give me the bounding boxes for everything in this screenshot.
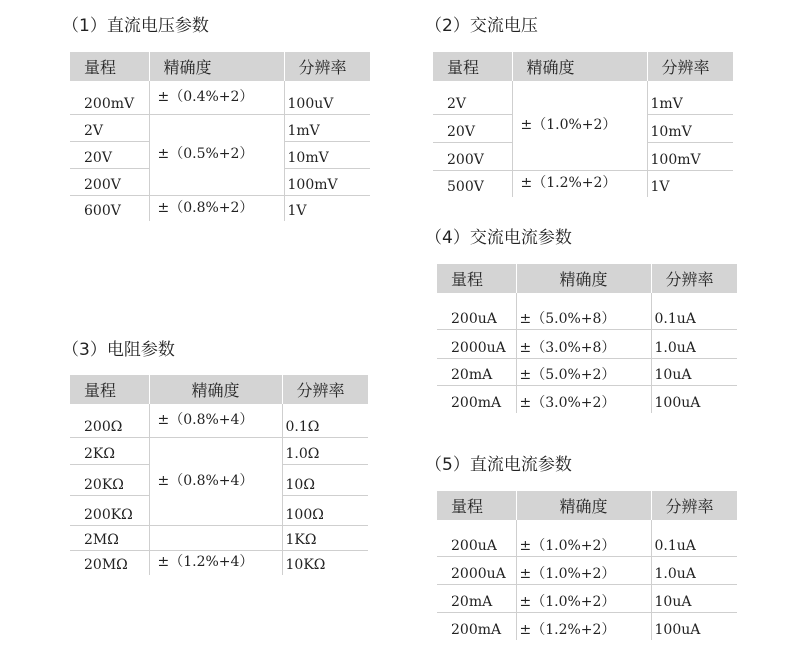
header-resolution: 分辨率 [284, 52, 370, 81]
table-row [437, 329, 737, 358]
header-accuracy: 精确度 [149, 52, 284, 81]
range-cell: 2KΩ [70, 437, 149, 464]
header-resolution: 分辨率 [282, 375, 368, 404]
ac-voltage-title: （2）交流电压 [425, 16, 538, 36]
resolution-cell: 10uA [651, 358, 737, 385]
range-cell: 2V [433, 81, 512, 114]
ac-current-title: （4）交流电流参数 [425, 228, 572, 248]
resolution-cell: 10Ω [282, 464, 368, 495]
accuracy-cell: ±（1.2%+2） [516, 612, 651, 640]
dc-voltage-title: （1）直流电压参数 [62, 16, 209, 36]
range-cell: 200mA [451, 395, 502, 411]
resolution-cell: 100uA [651, 385, 737, 413]
resolution-cell: 1V [647, 170, 733, 197]
accuracy-cell: ±（1.0%+2） [512, 81, 647, 170]
range-cell: 200mV [70, 81, 149, 114]
range-cell: 200V [70, 168, 149, 195]
resistance-table [70, 375, 368, 575]
accuracy-cell: ±（1.0%+2） [516, 556, 651, 584]
header-range: 量程 [70, 375, 149, 404]
resolution-cell: 1.0uA [651, 329, 737, 358]
header-range: 量程 [437, 491, 516, 520]
table-row [437, 556, 737, 584]
table-row [70, 114, 370, 141]
table-row [70, 437, 368, 464]
ac-voltage-table [433, 52, 733, 197]
resolution-cell: 100mV [284, 168, 370, 195]
table-header-row [437, 264, 737, 293]
resolution-cell: 10mV [647, 114, 733, 142]
range-cell: 20V [70, 141, 149, 168]
table-row [437, 520, 737, 556]
resistance-title: （3）电阻参数 [62, 340, 175, 360]
header-accuracy: 精确度 [516, 264, 651, 293]
range-cell: 20KΩ [70, 464, 149, 495]
dc-current-table [437, 491, 737, 640]
header-resolution: 分辨率 [647, 52, 733, 81]
range-cell: 200mA [451, 622, 502, 638]
range-cell: 200uA [437, 293, 516, 329]
accuracy-cell: ±（0.8%+2） [149, 195, 284, 221]
resolution-cell: 0.1uA [651, 293, 737, 329]
range-cell: 2000uA [437, 556, 516, 584]
table-row [437, 385, 737, 413]
header-range: 量程 [433, 52, 512, 81]
range-cell: 200Ω [70, 404, 149, 437]
accuracy-cell: ±（0.8%+4） [149, 437, 282, 525]
range-cell: 20mA [437, 358, 516, 385]
table-header-row [70, 375, 368, 404]
resolution-cell: 100uV [284, 81, 370, 114]
header-accuracy: 精确度 [512, 52, 647, 81]
accuracy-cell: ±（5.0%+2） [516, 358, 651, 385]
header-resolution: 分辨率 [651, 264, 737, 293]
table-header-row [437, 491, 737, 520]
table-header-row [433, 52, 733, 81]
resolution-cell: 0.1uA [651, 520, 737, 556]
dc-voltage-table [70, 52, 370, 221]
resolution-cell: 10mV [284, 141, 370, 168]
table-row [70, 550, 368, 575]
accuracy-cell: ±（0.5%+2） [149, 114, 284, 195]
range-cell: 600V [84, 203, 121, 219]
resolution-cell: 1.0Ω [282, 437, 368, 464]
range-cell: 2000uA [437, 329, 516, 358]
table-row [437, 612, 737, 640]
resolution-cell: 10KΩ [282, 550, 368, 575]
table-row [70, 404, 368, 437]
dc-current-title: （5）直流电流参数 [425, 455, 572, 475]
header-accuracy: 精确度 [149, 375, 282, 404]
range-cell: 200V [433, 142, 512, 170]
accuracy-cell: ±（0.8%+4） [149, 404, 282, 437]
range-cell: 20MΩ [84, 557, 128, 573]
table-row [70, 195, 370, 221]
range-cell: 20V [433, 114, 512, 142]
table-row [437, 293, 737, 329]
accuracy-cell: ±（1.2%+2） [512, 170, 647, 197]
resolution-cell: 1mV [647, 81, 733, 114]
header-range: 量程 [437, 264, 516, 293]
table-row [437, 358, 737, 385]
header-accuracy: 精确度 [516, 491, 651, 520]
resolution-cell: 0.1Ω [282, 404, 368, 437]
range-cell: 2MΩ [70, 525, 149, 550]
resolution-cell: 100uA [651, 612, 737, 640]
resolution-cell: 100Ω [282, 495, 368, 525]
accuracy-cell: ±（3.0%+8） [516, 329, 651, 358]
range-cell: 200KΩ [70, 495, 149, 525]
accuracy-cell: ±（1.0%+2） [516, 584, 651, 612]
resolution-cell: 100mV [647, 142, 733, 170]
resolution-cell: 1KΩ [282, 525, 368, 550]
ac-current-table [437, 264, 737, 413]
header-resolution: 分辨率 [651, 491, 737, 520]
table-header-row [70, 52, 370, 81]
resolution-cell: 1V [284, 195, 370, 221]
resolution-cell: 10uA [651, 584, 737, 612]
accuracy-cell: ±（1.2%+4） [149, 550, 282, 575]
resolution-cell: 1mV [284, 114, 370, 141]
range-cell: 2V [70, 114, 149, 141]
range-cell: 20mA [437, 584, 516, 612]
table-row [433, 81, 733, 114]
range-cell: 500V [447, 179, 484, 195]
resolution-cell: 1.0uA [651, 556, 737, 584]
table-row [70, 81, 370, 114]
table-row [433, 170, 733, 197]
accuracy-cell: ±（0.4%+2） [149, 81, 284, 114]
range-cell: 200uA [437, 520, 516, 556]
accuracy-cell: ±（3.0%+2） [516, 385, 651, 413]
accuracy-cell-empty [149, 525, 282, 550]
accuracy-cell: ±（5.0%+8） [516, 293, 651, 329]
header-range: 量程 [70, 52, 149, 81]
table-row [437, 584, 737, 612]
table-row [70, 525, 368, 550]
accuracy-cell: ±（1.0%+2） [516, 520, 651, 556]
